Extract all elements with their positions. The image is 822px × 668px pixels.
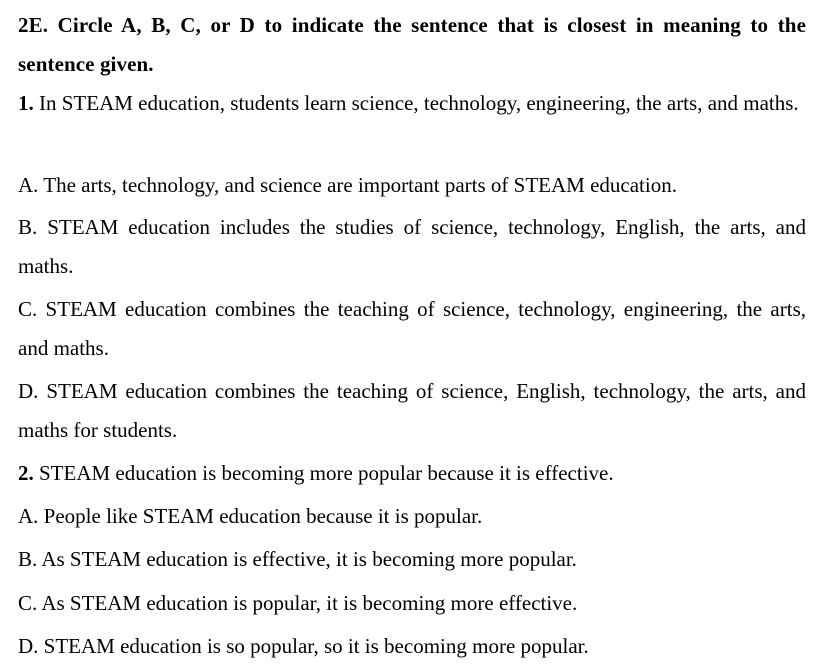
question-number: 2. <box>18 461 34 485</box>
question-2-option-c[interactable]: C. As STEAM education is popular, it is becoming more effective. <box>18 591 578 615</box>
question-2-stem <box>18 454 806 493</box>
question-1-option-d[interactable]: D. STEAM education combines the teaching of science, English, technology, the arts, and maths for students. <box>18 379 806 442</box>
question-1-option-c[interactable]: C. STEAM education combines the teaching of science, technology, engineering, the arts, and maths. <box>18 297 806 360</box>
exercise-heading: 2E. Circle A, B, C, or D to indicate the sentence that is closest in meaning to the sentence given. <box>18 13 806 76</box>
question-2-option-b[interactable]: B. As STEAM education is effective, it is becoming more popular. <box>18 547 577 571</box>
question-2-option-d[interactable]: D. STEAM education is so popular, so it is becoming more popular. <box>18 634 589 658</box>
question-number: 1. <box>18 91 34 115</box>
question-text: STEAM education is becoming more popular because it is effective. <box>39 461 614 485</box>
question-text: In STEAM education, students learn science, technology, engineering, the arts, and maths. <box>39 91 799 115</box>
question-1-stem <box>18 84 806 123</box>
question-1-option-a[interactable]: A. The arts, technology, and science are important parts of STEAM education. <box>18 173 677 197</box>
question-1-option-b[interactable]: B. STEAM education includes the studies of science, technology, English, the arts, and maths. <box>18 215 806 278</box>
question-2-option-a[interactable]: A. People like STEAM education because it is popular. <box>18 504 483 528</box>
